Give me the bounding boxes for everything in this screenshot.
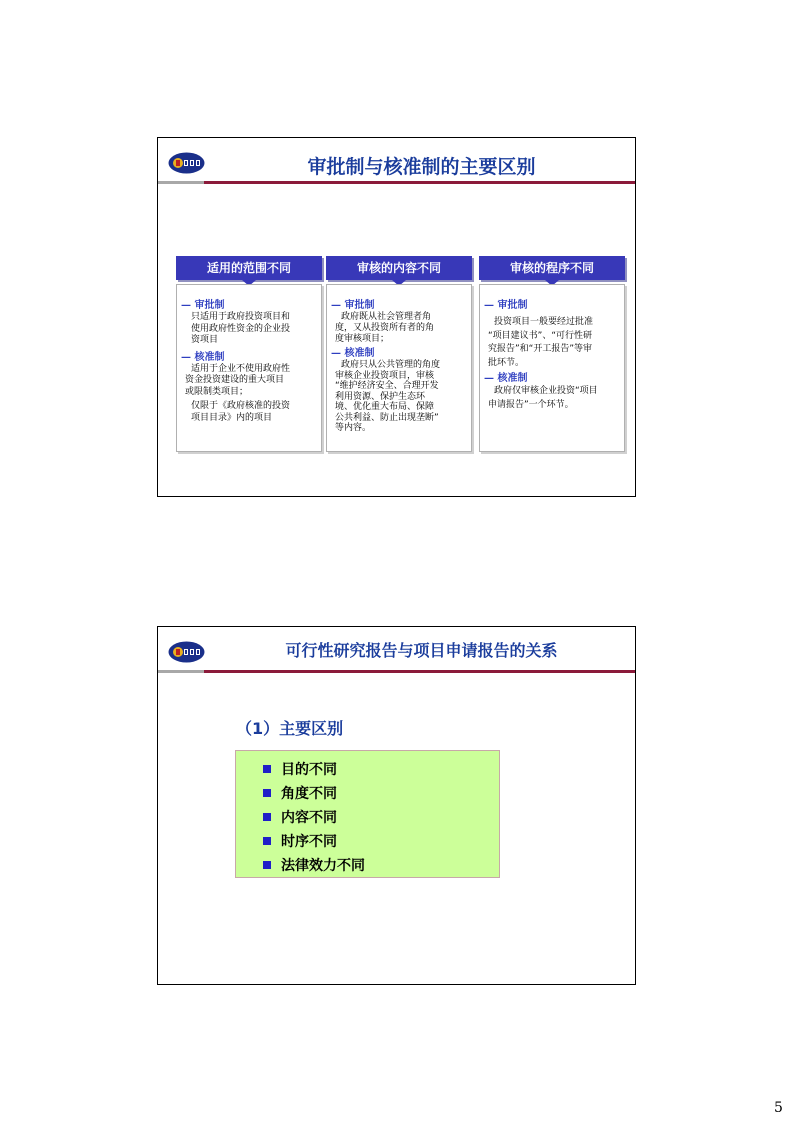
subheading: — 核准制 [331, 348, 375, 359]
subheading: — 核准制 [484, 373, 528, 384]
body-text: 投资项目一般要经过批准 “项目建议书”、“可行性研 究报告”和“开工报告”等审 批环节。 [488, 317, 594, 368]
subheading: — 审批制 [331, 300, 375, 311]
list-item: 目的不同 [263, 758, 499, 782]
bullet-list-box [235, 750, 500, 878]
column-box-content [326, 284, 472, 452]
square-bullet-icon [263, 813, 271, 821]
square-bullet-icon [263, 837, 271, 845]
subheading: — 审批制 [484, 300, 528, 311]
column-header-procedure: 审核的程序不同 [479, 256, 625, 280]
subheading: — 核准制 [181, 351, 225, 363]
square-bullet-icon [263, 789, 271, 797]
slide-2 [157, 626, 636, 985]
slide-title: 可行性研究报告与项目申请报告的关系 [285, 641, 558, 660]
divider-red [204, 670, 635, 673]
list-item: 角度不同 [263, 782, 499, 806]
page-number: 5 [774, 1100, 783, 1116]
body-text: 政府既从社会管理者角 度，又从投资所有者的角 度审核项目； [335, 312, 435, 344]
company-logo-icon [168, 152, 205, 174]
square-bullet-icon [263, 765, 271, 773]
column-header-scope: 适用的范围不同 [176, 256, 322, 280]
slide-title: 审批制与核准制的主要区别 [307, 156, 536, 178]
divider-red [204, 181, 635, 184]
body-text: 只适用于政府投资项目和 使用政府性资金的企业投 资项目 [191, 312, 291, 345]
column-box-procedure [479, 284, 625, 452]
list-item: 时序不同 [263, 830, 499, 854]
list-item: 内容不同 [263, 806, 499, 830]
slide-1 [157, 137, 636, 497]
column-box-scope [176, 284, 322, 452]
subheading: — 审批制 [181, 300, 225, 311]
body-text: 政府只从公共管理的角度 审核企业投资项目，审核 “维护经济安全、合理开发 利用资源、保护生态环 境、优化重大布局、保障 公共利益、防止出现垄断” 等内容。 [335, 360, 441, 433]
body-text: 适用于企业不使用政府性 资金投资建设的重大项目 或限制类项目； 仅限于《政府核准的投资 项目目录》内的项目 [185, 363, 291, 423]
section-title: （1）主要区别 [236, 719, 344, 738]
square-bullet-icon [263, 861, 271, 869]
body-text: 政府仅审核企业投资“项目 申请报告”一个环节。 [488, 386, 598, 410]
list-item: 法律效力不同 [263, 854, 499, 878]
divider-gray [158, 181, 204, 184]
column-header-content: 审核的内容不同 [326, 256, 472, 280]
company-logo-icon [168, 641, 205, 663]
divider-gray [158, 670, 204, 673]
